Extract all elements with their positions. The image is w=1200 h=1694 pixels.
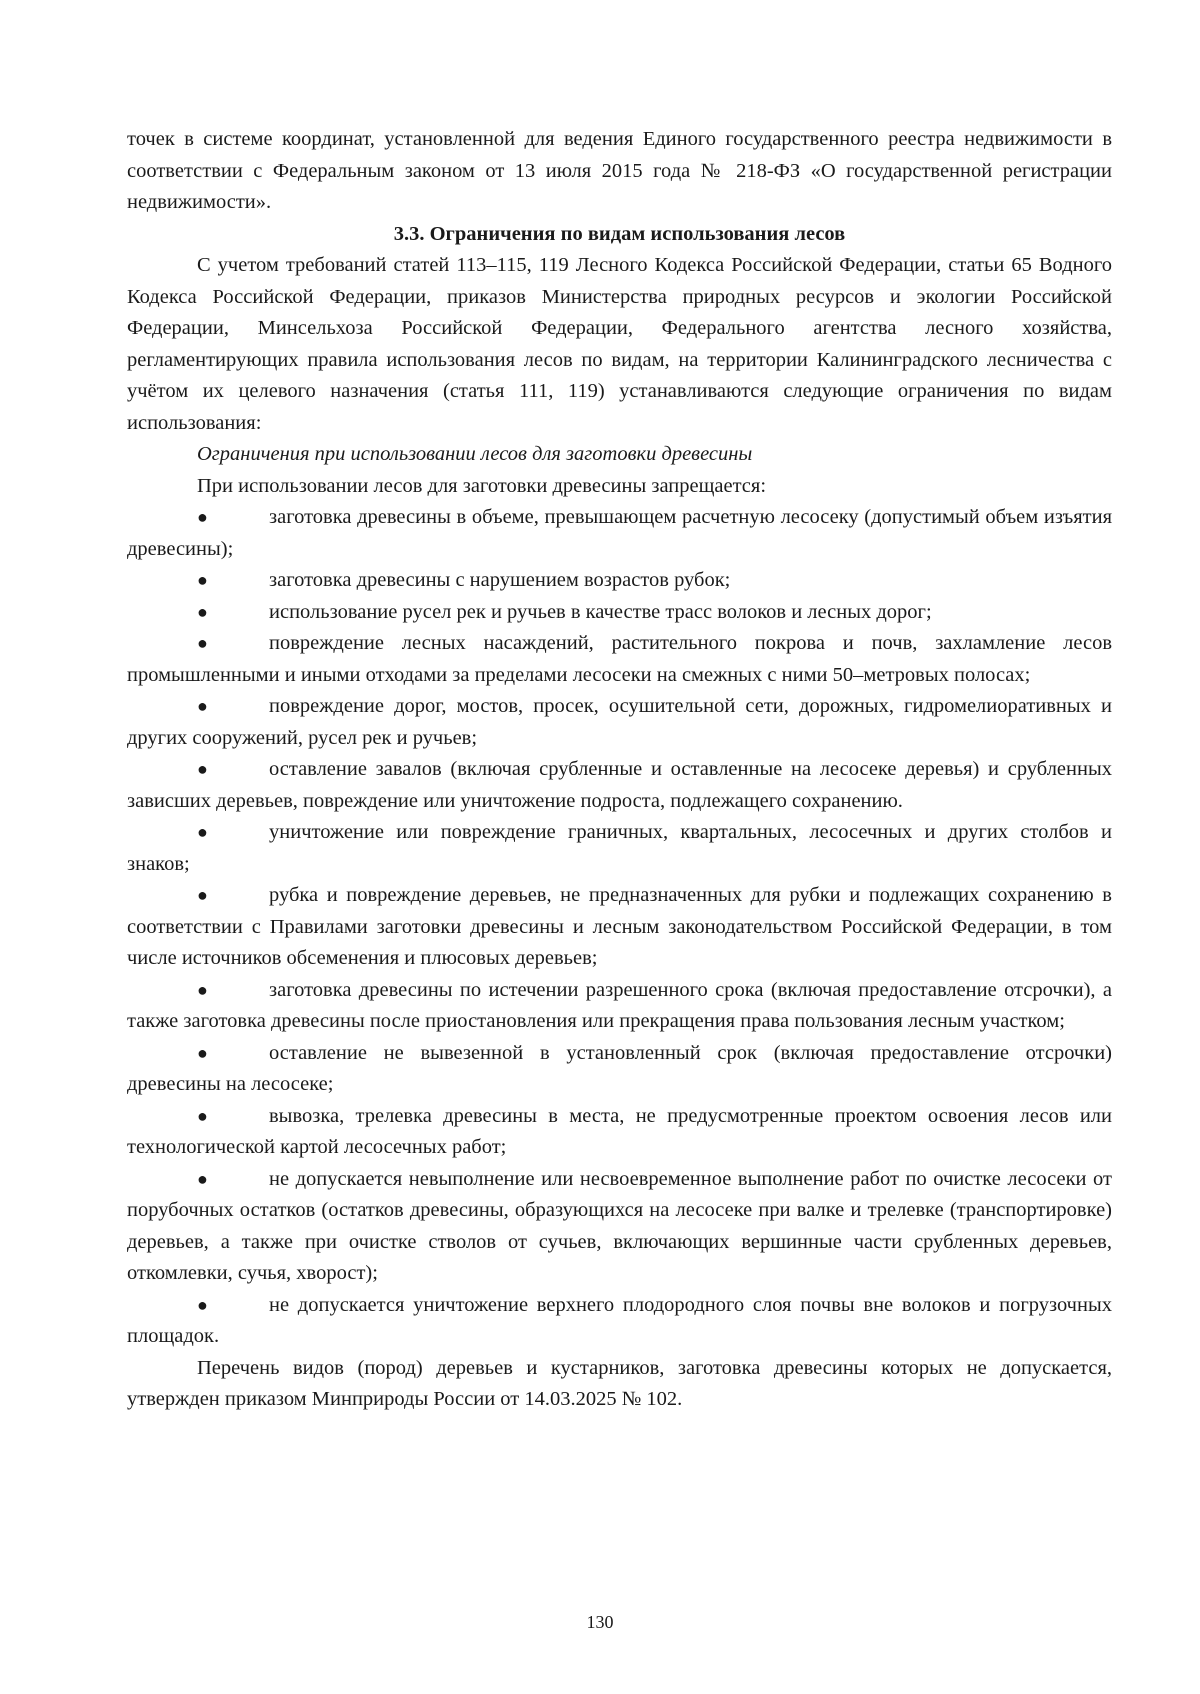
bullet-icon: ●: [197, 1168, 208, 1189]
page-content: [127, 124, 1112, 1416]
bullet-icon: ●: [197, 1042, 208, 1063]
bullet-icon: ●: [197, 759, 208, 779]
list-item-text: рубка и повреждение деревьев, не предназначенных для рубки и подлежащих сохранению в соответствии с Правилами заготовки древесины и лесным законодательством Российской Федерации, в том числе источников обсеменения и плюсовых деревьев;: [127, 884, 1112, 969]
bullet-icon: ●: [197, 979, 208, 1000]
list-item: [127, 1101, 1112, 1164]
subheading: Ограничения при использовании лесов для заготовки древесины: [197, 443, 753, 465]
list-item: [127, 1038, 1112, 1101]
bullet-icon: ●: [197, 885, 208, 905]
page-number: 130: [586, 1612, 614, 1632]
list-item-text: оставление завалов (включая срубленные и оставленные на лесосеке деревья) и срубленных зависших деревьев, повреждение или уничтожение подроста, подлежащего сохранению.: [127, 758, 1112, 812]
section-heading: 3.3. Ограничения по видам использования лесов: [393, 222, 846, 245]
list-item: [127, 817, 1112, 880]
section-paragraph: С учетом требований статей 113–115, 119 Лесного Кодекса Российской Федерации, статьи 65 Водного Кодекса Российской Федерации, приказов Министерства природных ресурсов и экологии Российской Федерации, Минсельхоза Российской Федерации, Федерального агентства лесного хозяйства, регламентирующих правила использования лесов по видам, на территории Калининградского лесничества с учётом их целевого назначения (статья 111, 119) устанавливаются следующие ограничения по видам использования:: [127, 254, 1112, 434]
list-intro: При использовании лесов для заготовки древесины запрещается:: [197, 474, 767, 497]
list-item: [127, 565, 1112, 597]
list-item-text: заготовка древесины по истечении разрешенного срока (включая предоставление отсрочки), а также заготовка древесины после приостановления или прекращения права пользования лесным участком;: [127, 978, 1112, 1032]
list-item: [127, 1164, 1112, 1290]
list-item-text: не допускается невыполнение или несвоевременное выполнение работ по очистке лесосеки от порубочных остатков (остатков древесины, образующихся на лесосеке при валке и трелевке (транспортировке) деревьев, а также при очистке стволов от сучьев, включающих вершинные части срубленных деревьев, откомлевки, сучья, хворост);: [127, 1167, 1112, 1284]
list-item-text: заготовка древесины в объеме, превышающем расчетную лесосеку (допустимый объем изъятия древесины);: [127, 506, 1112, 560]
list-item: [127, 502, 1112, 565]
list-item-text: использование русел рек и ручьев в качестве трасс волоков и лесных дорог;: [269, 600, 932, 623]
list-item: [127, 691, 1112, 754]
bullet-icon: ●: [197, 822, 208, 842]
list-item-text: не допускается уничтожение верхнего плодородного слоя почвы вне волоков и погрузочных площадок.: [127, 1293, 1112, 1347]
list-item-text: повреждение дорог, мостов, просек, осушительной сети, дорожных, гидромелиоративных и других сооружений, русел рек и ручьев;: [127, 695, 1112, 749]
list-item: [127, 628, 1112, 691]
list-item: [127, 754, 1112, 817]
list-item: [127, 597, 1112, 629]
list-item-text: уничтожение или повреждение граничных, квартальных, лесосечных и других столбов и знаков;: [127, 821, 1112, 875]
list-item-text: оставление не вывезенной в установленный срок (включая предоставление отсрочки) древесины на лесосеке;: [127, 1041, 1112, 1095]
bullet-icon: ●: [197, 696, 208, 716]
list-item-text: вывозка, трелевка древесины в места, не предусмотренные проектом освоения лесов или технологической картой лесосечных работ;: [127, 1104, 1112, 1158]
bullet-icon: ●: [197, 507, 208, 527]
closing-paragraph: Перечень видов (пород) деревьев и кустарников, заготовка древесины которых не допускается, утвержден приказом Минприроды России от 14.03.2025 № 102.: [127, 1356, 1112, 1410]
bullet-icon: ●: [197, 601, 208, 622]
bullet-icon: ●: [197, 1294, 208, 1315]
list-item-text: заготовка древесины с нарушением возрастов рубок;: [269, 569, 731, 591]
list-item: [127, 975, 1112, 1038]
bullet-icon: ●: [197, 633, 208, 653]
list-item-text: повреждение лесных насаждений, растительного покрова и почв, захламление лесов промышленными и иными отходами за пределами лесосеки на смежных с ними 50–метровых полосах;: [127, 632, 1112, 686]
bullet-icon: ●: [197, 570, 208, 590]
list-item: [127, 880, 1112, 975]
intro-paragraph: точек в системе координат, установленной для ведения Единого государственного реестра недвижимости в соответствии с Федеральным законом от 13 июля 2015 года № 218-ФЗ «О государственной регистрации недвижимости».: [127, 128, 1112, 213]
list-item: [127, 1290, 1112, 1353]
bullet-icon: ●: [197, 1105, 208, 1126]
